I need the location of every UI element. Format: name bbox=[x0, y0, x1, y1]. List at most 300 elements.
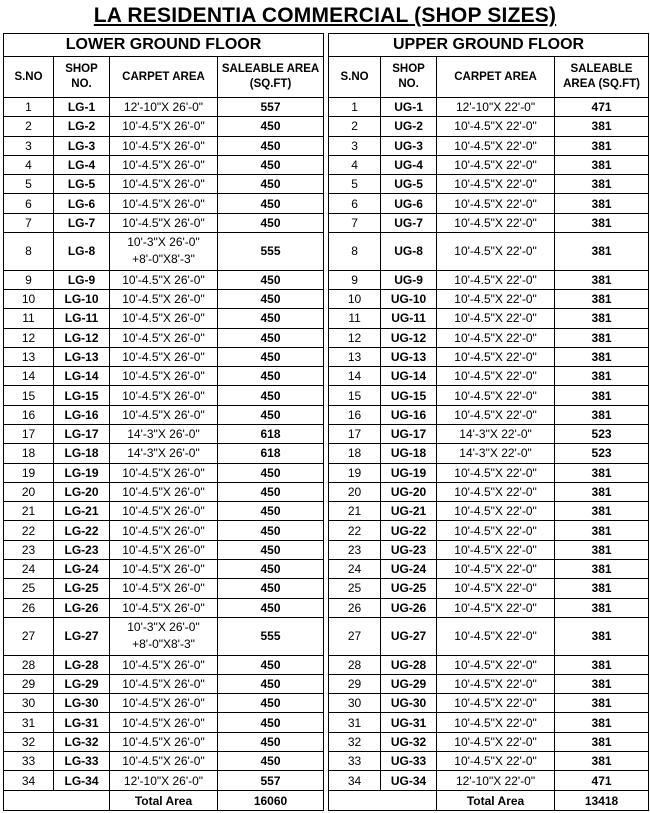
cell-shop-no: UG-32 bbox=[381, 732, 437, 751]
cell-shop-no: LG-34 bbox=[54, 771, 110, 791]
cell-shop-no: UG-2 bbox=[381, 117, 437, 136]
cell-shop-no: LG-31 bbox=[54, 713, 110, 732]
cell-sno: 9 bbox=[329, 270, 381, 289]
cell-shop-no: LG-10 bbox=[54, 290, 110, 309]
cell-shop-no: UG-27 bbox=[381, 617, 437, 655]
cell-shop-no: UG-25 bbox=[381, 579, 437, 598]
cell-shop-no: UG-13 bbox=[381, 347, 437, 366]
cell-carpet-area: 10'-4.5"X 26'-0" bbox=[110, 290, 218, 309]
table-row bbox=[4, 482, 324, 501]
cell-carpet-area: 10'-4.5"X 22'-0" bbox=[437, 213, 555, 232]
cell-carpet-area: 10'-4.5"X 22'-0" bbox=[437, 463, 555, 482]
cell-sno: 27 bbox=[4, 617, 54, 655]
cell-saleable-area: 450 bbox=[218, 732, 324, 751]
cell-sno: 6 bbox=[4, 194, 54, 213]
table-row bbox=[329, 579, 649, 598]
cell-shop-no: UG-24 bbox=[381, 559, 437, 578]
cell-sno: 28 bbox=[329, 655, 381, 674]
cell-carpet-area: 10'-4.5"X 22'-0" bbox=[437, 559, 555, 578]
carpet-line2: +8'-0"X8'-3" bbox=[132, 252, 195, 267]
cell-sno: 22 bbox=[329, 521, 381, 540]
cell-saleable-area: 450 bbox=[218, 752, 324, 771]
cell-carpet-area: 10'-4.5"X 26'-0" bbox=[110, 674, 218, 693]
cell-carpet-area: 10'-4.5"X 22'-0" bbox=[437, 155, 555, 174]
cell-shop-no: LG-22 bbox=[54, 521, 110, 540]
cell-carpet-area: 14'-3"X 22'-0" bbox=[437, 425, 555, 444]
col-saleable-line1: SALEABLE AREA bbox=[221, 63, 320, 75]
col-shop-no bbox=[381, 57, 437, 98]
table-row bbox=[4, 270, 324, 289]
cell-shop-no: UG-33 bbox=[381, 752, 437, 771]
cell-sno: 14 bbox=[4, 367, 54, 386]
cell-saleable-area: 381 bbox=[555, 347, 649, 366]
cell-saleable-area: 450 bbox=[218, 328, 324, 347]
table-row bbox=[329, 540, 649, 559]
table-row bbox=[4, 155, 324, 174]
table-row bbox=[329, 444, 649, 463]
cell-shop-no: UG-6 bbox=[381, 194, 437, 213]
cell-saleable-area: 381 bbox=[555, 194, 649, 213]
cell-carpet-area: 10'-4.5"X 22'-0" bbox=[437, 521, 555, 540]
cell-carpet-area: 10'-4.5"X 26'-0" bbox=[110, 405, 218, 424]
cell-shop-no: LG-8 bbox=[54, 232, 110, 270]
cell-saleable-area: 450 bbox=[218, 347, 324, 366]
table-row bbox=[4, 463, 324, 482]
col-carpet-area: CARPET AREA bbox=[110, 57, 218, 98]
cell-sno: 32 bbox=[329, 732, 381, 751]
cell-shop-no: LG-32 bbox=[54, 732, 110, 751]
upper-floor-table bbox=[328, 33, 649, 811]
cell-sno: 15 bbox=[329, 386, 381, 405]
table-row bbox=[329, 117, 649, 136]
cell-sno: 12 bbox=[329, 328, 381, 347]
table-row bbox=[329, 98, 649, 117]
cell-saleable-area: 381 bbox=[555, 502, 649, 521]
cell-shop-no: UG-14 bbox=[381, 367, 437, 386]
cell-shop-no: LG-23 bbox=[54, 540, 110, 559]
cell-saleable-area: 381 bbox=[555, 540, 649, 559]
cell-carpet-area: 10'-4.5"X 26'-0" bbox=[110, 270, 218, 289]
table-row bbox=[329, 347, 649, 366]
cell-shop-no: LG-6 bbox=[54, 194, 110, 213]
cell-carpet-area: 10'-4.5"X 26'-0" bbox=[110, 463, 218, 482]
cell-shop-no: UG-4 bbox=[381, 155, 437, 174]
cell-shop-no: UG-9 bbox=[381, 270, 437, 289]
col-saleable-line1: SALEABLE bbox=[570, 63, 633, 75]
total-blank bbox=[329, 791, 381, 811]
cell-saleable-area: 381 bbox=[555, 155, 649, 174]
cell-carpet-area: 10'-4.5"X 22'-0" bbox=[437, 655, 555, 674]
cell-sno: 34 bbox=[329, 771, 381, 791]
total-blank bbox=[381, 791, 437, 811]
cell-shop-no: LG-5 bbox=[54, 175, 110, 194]
cell-carpet-area: 10'-4.5"X 22'-0" bbox=[437, 367, 555, 386]
cell-carpet-area: 10'-4.5"X 22'-0" bbox=[437, 540, 555, 559]
cell-saleable-area: 381 bbox=[555, 521, 649, 540]
cell-saleable-area: 381 bbox=[555, 732, 649, 751]
cell-saleable-area: 381 bbox=[555, 598, 649, 617]
table-row bbox=[329, 386, 649, 405]
cell-sno: 20 bbox=[329, 482, 381, 501]
cell-saleable-area: 450 bbox=[218, 674, 324, 693]
cell-sno: 17 bbox=[329, 425, 381, 444]
cell-carpet-area: 10'-4.5"X 26'-0" bbox=[110, 732, 218, 751]
table-row bbox=[4, 521, 324, 540]
table-row bbox=[329, 752, 649, 771]
carpet-line2: +8'-0"X8'-3" bbox=[132, 637, 195, 652]
cell-saleable-area: 381 bbox=[555, 559, 649, 578]
cell-saleable-area: 450 bbox=[218, 405, 324, 424]
table-row bbox=[4, 559, 324, 578]
cell-carpet-area: 14'-3"X 22'-0" bbox=[437, 444, 555, 463]
page-title: LA RESIDENTIA COMMERCIAL (SHOP SIZES) bbox=[93, 4, 557, 27]
table-row bbox=[329, 559, 649, 578]
table-row bbox=[4, 328, 324, 347]
table-row bbox=[329, 674, 649, 693]
cell-saleable-area: 450 bbox=[218, 213, 324, 232]
cell-shop-no: UG-28 bbox=[381, 655, 437, 674]
table-row bbox=[4, 771, 324, 791]
cell-carpet-area: 10'-4.5"X 22'-0" bbox=[437, 694, 555, 713]
cell-carpet-area: 10'-4.5"X 26'-0" bbox=[110, 694, 218, 713]
cell-shop-no: LG-4 bbox=[54, 155, 110, 174]
cell-shop-no: UG-21 bbox=[381, 502, 437, 521]
cell-shop-no: LG-17 bbox=[54, 425, 110, 444]
cell-shop-no: UG-23 bbox=[381, 540, 437, 559]
cell-sno: 8 bbox=[329, 232, 381, 270]
cell-sno: 19 bbox=[4, 463, 54, 482]
table-row bbox=[329, 521, 649, 540]
cell-carpet-area: 10'-4.5"X 26'-0" bbox=[110, 752, 218, 771]
cell-carpet-area: 10'-4.5"X 26'-0" bbox=[110, 213, 218, 232]
cell-carpet-area: 10'-4.5"X 22'-0" bbox=[437, 117, 555, 136]
col-saleable-line2: AREA (SQ.FT) bbox=[563, 78, 640, 90]
cell-carpet-area: 10'-4.5"X 22'-0" bbox=[437, 232, 555, 270]
cell-saleable-area: 381 bbox=[555, 175, 649, 194]
cell-sno: 16 bbox=[329, 405, 381, 424]
cell-shop-no: LG-14 bbox=[54, 367, 110, 386]
cell-sno: 2 bbox=[4, 117, 54, 136]
cell-sno: 33 bbox=[329, 752, 381, 771]
cell-sno: 6 bbox=[329, 194, 381, 213]
cell-saleable-area: 450 bbox=[218, 559, 324, 578]
cell-shop-no: UG-30 bbox=[381, 694, 437, 713]
cell-sno: 27 bbox=[329, 617, 381, 655]
cell-shop-no: LG-29 bbox=[54, 674, 110, 693]
cell-saleable-area: 618 bbox=[218, 425, 324, 444]
table-row bbox=[4, 290, 324, 309]
cell-sno: 7 bbox=[4, 213, 54, 232]
cell-carpet-area: 10'-4.5"X 22'-0" bbox=[437, 713, 555, 732]
cell-carpet-area: 10'-4.5"X 26'-0" bbox=[110, 655, 218, 674]
col-shop-line2: NO. bbox=[71, 78, 92, 90]
table-row bbox=[4, 752, 324, 771]
table-row bbox=[329, 270, 649, 289]
table-row bbox=[329, 328, 649, 347]
cell-sno: 26 bbox=[329, 598, 381, 617]
cell-saleable-area: 381 bbox=[555, 655, 649, 674]
cell-sno: 21 bbox=[4, 502, 54, 521]
cell-shop-no: LG-26 bbox=[54, 598, 110, 617]
table-row bbox=[4, 598, 324, 617]
cell-sno: 18 bbox=[4, 444, 54, 463]
col-saleable-line2: (SQ.FT) bbox=[249, 78, 292, 90]
cell-sno: 30 bbox=[329, 694, 381, 713]
table-row bbox=[4, 232, 324, 270]
cell-shop-no: LG-15 bbox=[54, 386, 110, 405]
cell-sno: 19 bbox=[329, 463, 381, 482]
cell-saleable-area: 381 bbox=[555, 232, 649, 270]
table-row bbox=[329, 367, 649, 386]
col-shop-no bbox=[54, 57, 110, 98]
cell-carpet-area: 14'-3"X 26'-0" bbox=[110, 425, 218, 444]
cell-sno: 13 bbox=[4, 347, 54, 366]
cell-shop-no: UG-3 bbox=[381, 136, 437, 155]
cell-sno: 30 bbox=[4, 694, 54, 713]
table-row bbox=[4, 117, 324, 136]
table-row bbox=[4, 347, 324, 366]
col-carpet-area: CARPET AREA bbox=[437, 57, 555, 98]
cell-shop-no: LG-9 bbox=[54, 270, 110, 289]
cell-shop-no: LG-7 bbox=[54, 213, 110, 232]
table-row bbox=[329, 290, 649, 309]
total-blank bbox=[4, 791, 54, 811]
cell-saleable-area: 381 bbox=[555, 367, 649, 386]
cell-shop-no: UG-18 bbox=[381, 444, 437, 463]
cell-sno: 11 bbox=[4, 309, 54, 328]
table-row bbox=[329, 194, 649, 213]
cell-shop-no: LG-33 bbox=[54, 752, 110, 771]
cell-saleable-area: 381 bbox=[555, 213, 649, 232]
cell-shop-no: UG-34 bbox=[381, 771, 437, 791]
cell-saleable-area: 450 bbox=[218, 598, 324, 617]
cell-carpet-area: 10'-4.5"X 22'-0" bbox=[437, 328, 555, 347]
cell-saleable-area: 381 bbox=[555, 309, 649, 328]
cell-shop-no: UG-31 bbox=[381, 713, 437, 732]
cell-carpet-area: 10'-4.5"X 26'-0" bbox=[110, 713, 218, 732]
cell-sno: 24 bbox=[4, 559, 54, 578]
col-sno: S.NO bbox=[4, 57, 54, 98]
cell-carpet-area: 12'-10"X 26'-0" bbox=[110, 771, 218, 791]
cell-saleable-area: 523 bbox=[555, 425, 649, 444]
cell-shop-no: UG-7 bbox=[381, 213, 437, 232]
cell-saleable-area: 618 bbox=[218, 444, 324, 463]
cell-saleable-area: 450 bbox=[218, 367, 324, 386]
cell-carpet-area: 10'-4.5"X 22'-0" bbox=[437, 405, 555, 424]
upper-total-row bbox=[329, 791, 649, 811]
cell-shop-no: LG-30 bbox=[54, 694, 110, 713]
cell-sno: 23 bbox=[329, 540, 381, 559]
cell-carpet-area: 10'-4.5"X 22'-0" bbox=[437, 674, 555, 693]
cell-shop-no: UG-26 bbox=[381, 598, 437, 617]
upper-floor-rows bbox=[329, 98, 649, 791]
cell-carpet-area: 10'-4.5"X 26'-0" bbox=[110, 136, 218, 155]
cell-sno: 29 bbox=[4, 674, 54, 693]
cell-sno: 13 bbox=[329, 347, 381, 366]
cell-saleable-area: 381 bbox=[555, 405, 649, 424]
lower-total-row bbox=[4, 791, 324, 811]
cell-shop-no: UG-5 bbox=[381, 175, 437, 194]
cell-sno: 10 bbox=[329, 290, 381, 309]
col-shop-line2: NO. bbox=[398, 78, 419, 90]
cell-saleable-area: 450 bbox=[218, 117, 324, 136]
cell-sno: 3 bbox=[4, 136, 54, 155]
cell-sno: 14 bbox=[329, 367, 381, 386]
cell-shop-no: LG-1 bbox=[54, 98, 110, 117]
cell-shop-no: UG-29 bbox=[381, 674, 437, 693]
cell-shop-no: LG-28 bbox=[54, 655, 110, 674]
cell-saleable-area: 557 bbox=[218, 98, 324, 117]
cell-saleable-area: 450 bbox=[218, 482, 324, 501]
table-row bbox=[4, 674, 324, 693]
cell-carpet-area: 10'-4.5"X 22'-0" bbox=[437, 579, 555, 598]
table-row bbox=[329, 502, 649, 521]
cell-saleable-area: 450 bbox=[218, 290, 324, 309]
table-row bbox=[329, 309, 649, 328]
cell-sno: 26 bbox=[4, 598, 54, 617]
cell-saleable-area: 381 bbox=[555, 617, 649, 655]
cell-saleable-area: 471 bbox=[555, 98, 649, 117]
cell-saleable-area: 450 bbox=[218, 155, 324, 174]
cell-shop-no: UG-8 bbox=[381, 232, 437, 270]
cell-sno: 21 bbox=[329, 502, 381, 521]
table-row bbox=[4, 502, 324, 521]
cell-carpet-area: 10'-4.5"X 26'-0" bbox=[110, 367, 218, 386]
cell-shop-no: LG-25 bbox=[54, 579, 110, 598]
cell-sno: 3 bbox=[329, 136, 381, 155]
cell-saleable-area: 450 bbox=[218, 270, 324, 289]
cell-shop-no: LG-24 bbox=[54, 559, 110, 578]
table-row bbox=[329, 175, 649, 194]
cell-carpet-area: 10'-4.5"X 22'-0" bbox=[437, 175, 555, 194]
table-row bbox=[4, 98, 324, 117]
table-row bbox=[4, 405, 324, 424]
cell-saleable-area: 381 bbox=[555, 386, 649, 405]
table-row bbox=[329, 598, 649, 617]
cell-saleable-area: 450 bbox=[218, 175, 324, 194]
table-row bbox=[329, 136, 649, 155]
carpet-line1: 10'-3"X 26'-0" bbox=[127, 235, 200, 250]
cell-shop-no: LG-21 bbox=[54, 502, 110, 521]
cell-saleable-area: 450 bbox=[218, 386, 324, 405]
lower-total-value: 16060 bbox=[218, 791, 324, 811]
cell-carpet-area: 10'-4.5"X 26'-0" bbox=[110, 309, 218, 328]
cell-sno: 4 bbox=[4, 155, 54, 174]
cell-sno: 32 bbox=[4, 732, 54, 751]
cell-shop-no: LG-18 bbox=[54, 444, 110, 463]
cell-carpet-area: 10'-4.5"X 26'-0" bbox=[110, 540, 218, 559]
cell-sno: 12 bbox=[4, 328, 54, 347]
cell-saleable-area: 450 bbox=[218, 579, 324, 598]
cell-carpet-area bbox=[110, 232, 218, 270]
cell-shop-no: LG-27 bbox=[54, 617, 110, 655]
cell-saleable-area: 450 bbox=[218, 194, 324, 213]
col-shop-line1: SHOP bbox=[65, 63, 98, 75]
cell-shop-no: LG-16 bbox=[54, 405, 110, 424]
cell-carpet-area: 10'-4.5"X 22'-0" bbox=[437, 386, 555, 405]
cell-shop-no: UG-10 bbox=[381, 290, 437, 309]
cell-shop-no: UG-17 bbox=[381, 425, 437, 444]
cell-carpet-area: 12'-10"X 22'-0" bbox=[437, 771, 555, 791]
cell-carpet-area: 10'-4.5"X 26'-0" bbox=[110, 175, 218, 194]
table-row bbox=[4, 309, 324, 328]
cell-saleable-area: 450 bbox=[218, 655, 324, 674]
cell-saleable-area: 555 bbox=[218, 617, 324, 655]
cell-shop-no: LG-11 bbox=[54, 309, 110, 328]
cell-carpet-area: 10'-4.5"X 26'-0" bbox=[110, 194, 218, 213]
cell-sno: 25 bbox=[329, 579, 381, 598]
cell-saleable-area: 557 bbox=[218, 771, 324, 791]
col-saleable-area bbox=[218, 57, 324, 98]
cell-sno: 7 bbox=[329, 213, 381, 232]
cell-carpet-area: 12'-10"X 22'-0" bbox=[437, 98, 555, 117]
table-row bbox=[329, 713, 649, 732]
table-row bbox=[4, 386, 324, 405]
cell-sno: 11 bbox=[329, 309, 381, 328]
cell-saleable-area: 381 bbox=[555, 270, 649, 289]
tables-container bbox=[3, 33, 647, 811]
upper-floor-heading: UPPER GROUND FLOOR bbox=[329, 34, 649, 57]
cell-sno: 2 bbox=[329, 117, 381, 136]
cell-shop-no: UG-22 bbox=[381, 521, 437, 540]
cell-sno: 9 bbox=[4, 270, 54, 289]
cell-carpet-area: 10'-4.5"X 22'-0" bbox=[437, 270, 555, 289]
cell-shop-no: UG-1 bbox=[381, 98, 437, 117]
cell-saleable-area: 450 bbox=[218, 463, 324, 482]
cell-carpet-area: 10'-4.5"X 22'-0" bbox=[437, 732, 555, 751]
table-row bbox=[4, 367, 324, 386]
cell-sno: 15 bbox=[4, 386, 54, 405]
table-row bbox=[4, 194, 324, 213]
cell-sno: 8 bbox=[4, 232, 54, 270]
cell-sno: 5 bbox=[329, 175, 381, 194]
lower-floor-rows bbox=[4, 98, 324, 791]
cell-shop-no: LG-3 bbox=[54, 136, 110, 155]
cell-carpet-area: 10'-4.5"X 22'-0" bbox=[437, 136, 555, 155]
table-row bbox=[4, 175, 324, 194]
cell-saleable-area: 381 bbox=[555, 694, 649, 713]
table-row bbox=[4, 713, 324, 732]
cell-saleable-area: 381 bbox=[555, 713, 649, 732]
cell-shop-no: UG-19 bbox=[381, 463, 437, 482]
table-row bbox=[4, 540, 324, 559]
table-row bbox=[4, 444, 324, 463]
cell-carpet-area: 10'-4.5"X 26'-0" bbox=[110, 579, 218, 598]
cell-shop-no: UG-16 bbox=[381, 405, 437, 424]
cell-carpet-area: 10'-4.5"X 22'-0" bbox=[437, 502, 555, 521]
cell-shop-no: LG-20 bbox=[54, 482, 110, 501]
table-row bbox=[329, 463, 649, 482]
cell-carpet-area: 10'-4.5"X 26'-0" bbox=[110, 117, 218, 136]
table-row bbox=[329, 732, 649, 751]
table-row bbox=[4, 617, 324, 655]
cell-sno: 25 bbox=[4, 579, 54, 598]
lower-floor-table bbox=[3, 33, 324, 811]
cell-sno: 24 bbox=[329, 559, 381, 578]
cell-carpet-area: 10'-4.5"X 26'-0" bbox=[110, 521, 218, 540]
cell-shop-no: LG-12 bbox=[54, 328, 110, 347]
cell-carpet-area: 10'-4.5"X 22'-0" bbox=[437, 482, 555, 501]
cell-saleable-area: 381 bbox=[555, 463, 649, 482]
cell-carpet-area: 14'-3"X 26'-0" bbox=[110, 444, 218, 463]
cell-saleable-area: 450 bbox=[218, 713, 324, 732]
carpet-line1: 10'-3"X 26'-0" bbox=[127, 620, 200, 635]
table-row bbox=[4, 655, 324, 674]
cell-sno: 1 bbox=[329, 98, 381, 117]
cell-saleable-area: 381 bbox=[555, 752, 649, 771]
cell-sno: 31 bbox=[4, 713, 54, 732]
cell-sno: 29 bbox=[329, 674, 381, 693]
